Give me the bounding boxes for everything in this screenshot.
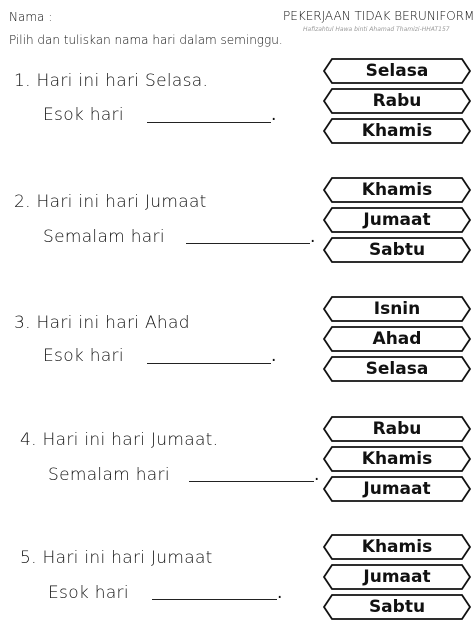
option-label: Selasa bbox=[365, 61, 429, 81]
option-label: Rabu bbox=[372, 91, 422, 111]
question-1-statement: 1. Hari ini hari Selasa. bbox=[14, 71, 209, 91]
question-1-option-3[interactable] bbox=[323, 118, 471, 144]
name-label: Nama : bbox=[9, 10, 53, 24]
instruction-text: Pilih dan tuliskan nama hari dalam seminggu. bbox=[9, 33, 283, 47]
question-5-option-2[interactable] bbox=[323, 564, 471, 590]
option-label: Rabu bbox=[372, 419, 422, 439]
question-3-option-3[interactable] bbox=[323, 356, 471, 382]
question-1-option-1[interactable] bbox=[323, 58, 471, 84]
question-3-option-2[interactable] bbox=[323, 326, 471, 352]
question-2-answer-blank[interactable] bbox=[186, 243, 310, 244]
question-3-period: . bbox=[271, 346, 277, 366]
option-label: Khamis bbox=[361, 121, 433, 141]
question-4-option-1[interactable] bbox=[323, 416, 471, 442]
question-5-period: . bbox=[277, 583, 283, 603]
option-label: Jumaat bbox=[363, 210, 431, 230]
option-label: Khamis bbox=[361, 180, 433, 200]
option-label: Isnin bbox=[373, 299, 421, 319]
option-label: Jumaat bbox=[363, 479, 431, 499]
question-3-option-1[interactable] bbox=[323, 296, 471, 322]
question-1-prompt: Esok hari bbox=[43, 105, 124, 125]
option-label: Khamis bbox=[361, 537, 433, 557]
option-label: Jumaat bbox=[363, 567, 431, 587]
question-2-option-2[interactable] bbox=[323, 207, 471, 233]
author-credit: Hafizahtul Hawa binti Ahamad Thamizi-HHAT157 bbox=[303, 26, 450, 33]
question-2-option-1[interactable] bbox=[323, 177, 471, 203]
question-5-statement: 5. Hari ini hari Jumaat bbox=[20, 548, 213, 568]
question-2-prompt: Semalam hari bbox=[43, 227, 165, 247]
question-3-statement: 3. Hari ini hari Ahad bbox=[14, 313, 190, 333]
question-1-period: . bbox=[271, 105, 277, 125]
worksheet-title: PEKERJAAN TIDAK BERUNIFORM bbox=[283, 9, 474, 23]
option-label: Ahad bbox=[372, 329, 422, 349]
question-2-period: . bbox=[310, 227, 316, 247]
question-4-prompt: Semalam hari bbox=[48, 465, 170, 485]
option-label: Sabtu bbox=[368, 240, 426, 260]
option-label: Sabtu bbox=[368, 597, 426, 617]
question-3-answer-blank[interactable] bbox=[147, 363, 271, 364]
question-1-option-2[interactable] bbox=[323, 88, 471, 114]
question-4-option-2[interactable] bbox=[323, 446, 471, 472]
question-4-period: . bbox=[314, 465, 320, 485]
question-4-option-3[interactable] bbox=[323, 476, 471, 502]
question-1-answer-blank[interactable] bbox=[147, 122, 271, 123]
question-5-option-3[interactable] bbox=[323, 594, 471, 620]
question-2-statement: 2. Hari ini hari Jumaat bbox=[14, 192, 207, 212]
question-4-answer-blank[interactable] bbox=[189, 481, 314, 482]
question-5-prompt: Esok hari bbox=[48, 583, 129, 603]
question-5-option-1[interactable] bbox=[323, 534, 471, 560]
option-label: Selasa bbox=[365, 359, 429, 379]
question-4-statement: 4. Hari ini hari Jumaat. bbox=[20, 430, 219, 450]
question-3-prompt: Esok hari bbox=[43, 346, 124, 366]
option-label: Khamis bbox=[361, 449, 433, 469]
question-5-answer-blank[interactable] bbox=[152, 599, 277, 600]
question-2-option-3[interactable] bbox=[323, 237, 471, 263]
